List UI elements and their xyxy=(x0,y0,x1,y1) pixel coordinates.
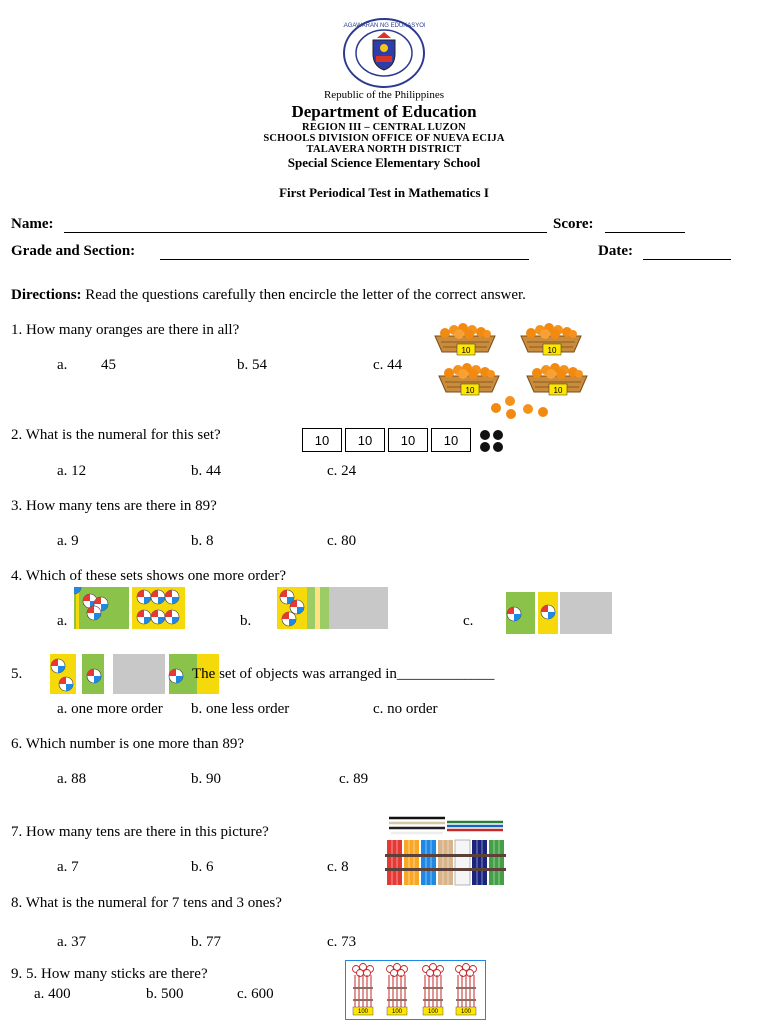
question-8: 8. What is the numeral for 7 tens and 3 ones? xyxy=(11,895,282,911)
one-dot xyxy=(493,430,503,440)
q4-set-c-image xyxy=(506,592,612,634)
score-label: Score: xyxy=(553,216,594,232)
grade-section-field[interactable] xyxy=(160,245,529,260)
q6-choice-c[interactable]: c. 89 xyxy=(339,771,369,787)
directions-text: Read the questions carefully then encircle the letter of the correct answer. xyxy=(81,287,526,303)
svg-text:KAGAWARAN NG EDUKASYON: KAGAWARAN NG EDUKASYON xyxy=(343,23,425,29)
region-line: REGION III – CENTRAL LUZON xyxy=(302,122,466,133)
q7-choice-c[interactable]: c. 8 xyxy=(327,859,349,875)
q8-choice-c[interactable]: c. 73 xyxy=(327,934,357,950)
bundle-label-3: 100 xyxy=(427,1009,439,1015)
q1-choice-b[interactable]: b. 54 xyxy=(237,357,267,373)
q4-choice-c[interactable]: c. xyxy=(463,613,474,629)
q9-choice-c[interactable]: c. 600 xyxy=(237,986,274,1002)
directions xyxy=(11,287,526,304)
bundle-label-1: 100 xyxy=(357,1009,369,1015)
grade-section-label: Grade and Section: xyxy=(11,243,136,259)
q9-choice-a[interactable]: a. 400 xyxy=(34,986,71,1002)
question-3: 3. How many tens are there in 89? xyxy=(11,498,217,514)
bundle-label-2: 100 xyxy=(391,1009,403,1015)
directions-label: Directions: xyxy=(11,287,82,303)
department-title: Department of Education xyxy=(291,102,477,121)
basket-label-4: 10 xyxy=(553,386,563,395)
q6-choice-a[interactable]: a. 88 xyxy=(57,771,87,787)
basket-label-1: 10 xyxy=(461,346,471,355)
deped-seal xyxy=(343,18,425,88)
date-label: Date: xyxy=(598,243,633,259)
q1-choice-a-value: 45 xyxy=(101,357,116,373)
question-2: 2. What is the numeral for this set? xyxy=(11,427,221,443)
q7-choice-a[interactable]: a. 7 xyxy=(57,859,79,875)
question-5-stem: The set of objects was arranged in_____________ xyxy=(192,666,495,682)
score-field[interactable] xyxy=(605,218,685,233)
q1-choice-a[interactable]: a. xyxy=(57,357,68,373)
question-6: 6. Which number is one more than 89? xyxy=(11,736,244,752)
q3-choice-a[interactable]: a. 9 xyxy=(57,533,79,549)
test-title: First Periodical Test in Mathematics I xyxy=(279,185,489,200)
q5-choice-c[interactable]: c. no order xyxy=(373,701,438,717)
q4-set-b-image xyxy=(277,587,388,629)
division-line: SCHOOLS DIVISION OFFICE OF NUEVA ECIJA xyxy=(263,133,505,144)
basket-label-2: 10 xyxy=(547,346,557,355)
question-9: 9. 5. How many sticks are there? xyxy=(11,966,208,982)
q2-choice-a[interactable]: a. 12 xyxy=(57,463,87,479)
bundle-label-4: 100 xyxy=(460,1009,472,1015)
question-7: 7. How many tens are there in this picture? xyxy=(11,824,269,840)
question-4: 4. Which of these sets shows one more order? xyxy=(11,568,287,584)
q1-choice-c[interactable]: c. 44 xyxy=(373,357,403,373)
ten-block-3: 10 xyxy=(388,428,428,452)
district-line: TALAVERA NORTH DISTRICT xyxy=(306,144,462,155)
q4-choice-a[interactable]: a. xyxy=(57,613,68,629)
q7-choice-b[interactable]: b. 6 xyxy=(191,859,214,875)
republic-line: Republic of the Philippines xyxy=(323,89,445,101)
orange-baskets-image xyxy=(433,318,593,423)
q2-choice-c[interactable]: c. 24 xyxy=(327,463,357,479)
q6-choice-b[interactable]: b. 90 xyxy=(191,771,221,787)
q8-choice-a[interactable]: a. 37 xyxy=(57,934,87,950)
hundred-bundles-image xyxy=(345,960,486,1020)
ten-block-4: 10 xyxy=(431,428,471,452)
basket-label-3: 10 xyxy=(465,386,475,395)
ten-block-2: 10 xyxy=(345,428,385,452)
stick-bundles-image xyxy=(385,814,507,886)
q8-choice-b[interactable]: b. 77 xyxy=(191,934,221,950)
one-dot xyxy=(493,442,503,452)
q5-choice-b[interactable]: b. one less order xyxy=(191,701,290,717)
one-dot xyxy=(480,430,490,440)
name-label: Name: xyxy=(11,216,54,232)
question-1: 1. How many oranges are there in all? xyxy=(11,322,240,338)
q9-choice-b[interactable]: b. 500 xyxy=(146,986,184,1002)
q2-choice-b[interactable]: b. 44 xyxy=(191,463,221,479)
one-dot xyxy=(480,442,490,452)
question-5: 5. xyxy=(11,666,23,682)
ten-block-1: 10 xyxy=(302,428,342,452)
q4-set-a-image xyxy=(74,587,185,629)
q4-choice-b[interactable]: b. xyxy=(240,613,252,629)
date-field[interactable] xyxy=(643,245,731,260)
name-field[interactable] xyxy=(64,218,547,233)
q3-choice-b[interactable]: b. 8 xyxy=(191,533,214,549)
q3-choice-c[interactable]: c. 80 xyxy=(327,533,357,549)
q5-choice-a[interactable]: a. one more order xyxy=(57,701,163,717)
school-name: Special Science Elementary School xyxy=(287,155,481,170)
